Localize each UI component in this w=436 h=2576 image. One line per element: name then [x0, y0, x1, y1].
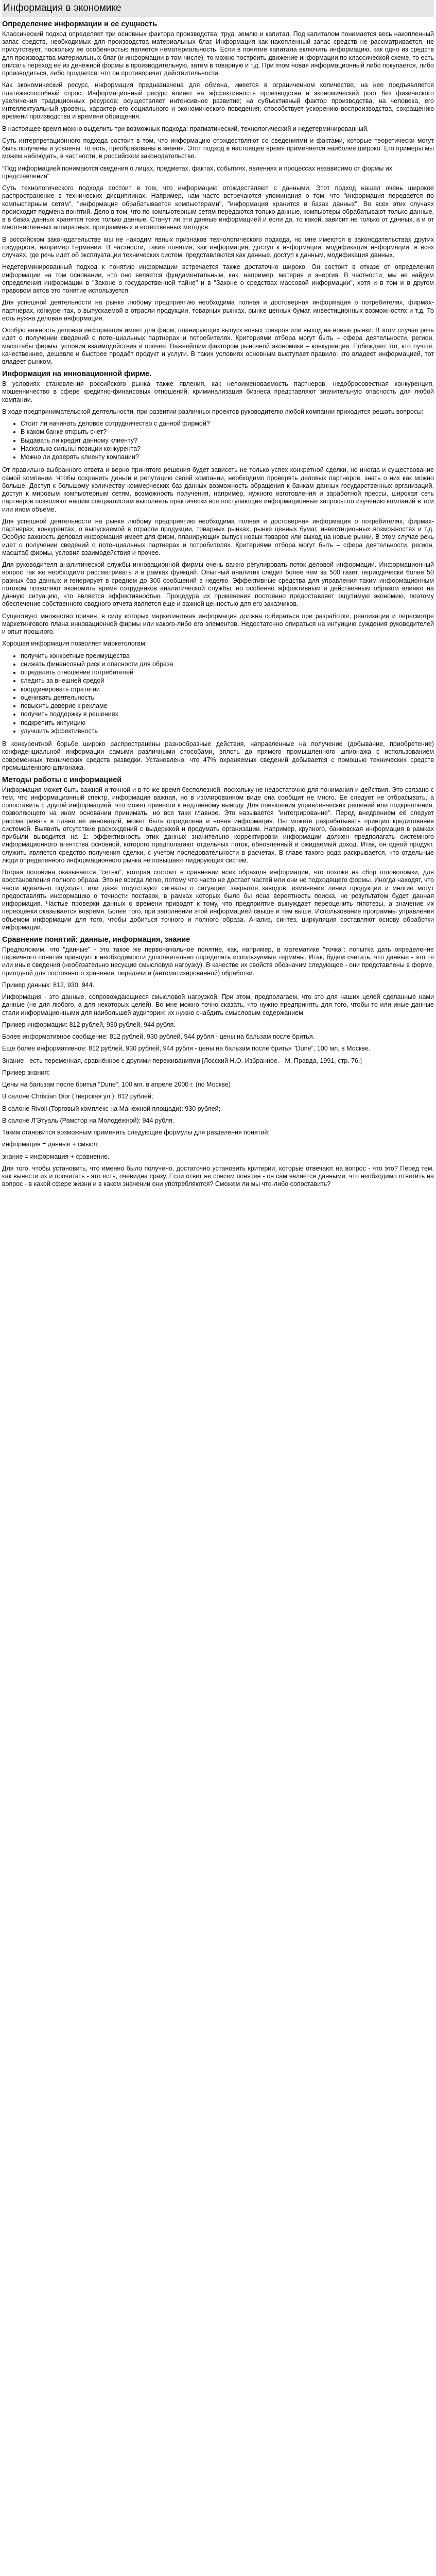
list-item: • определить отношение потребителей [21, 669, 434, 676]
paragraph: Недетерминированный подход к понятию информации встречается также достаточно широко. Он состоит в отказе от определения информации на том основании, что оно является фундаментальным, как, например, материя и энергия. В частности, мы не найдем определения информации в "Законе о государственной тайне" и в "Законе о средствах массовой информации", хотя и в том и в другом правовом актов это понятие используется. [2, 263, 434, 295]
paragraph: Суть технологического подхода состоит в том, что информацию отождествляют с данными. Этот подход нашел очень широкое распространение в технических дисциплинах. Например, нам часто встречаются упоминания о том, что "информация передается по компьютерным сетям", "информация обрабатывается компьютерами", "информация хранится в базах данных". Во всех этих случаях происходит подмена понятий. Дело в том, что по компьютерным сетям передаются только данные, компьютеры обрабатывают только данные, в в базах данных хранятся тоже только данные. Станут ли эти данные информацией и если да, то какой, зависит не только от данных, а и от многочисленных аппаратных, программных и естественных методов. [2, 184, 434, 231]
paragraph: информация = данные + смысл; [2, 1141, 99, 1148]
paragraph: "Под информацией понимаются сведения о лицах, предметах, фактах, событиях, явлениях и процессах независимо от формы их представления" [2, 164, 392, 180]
section [2, 936, 434, 1188]
page-title: Информация в экономике [2, 0, 434, 17]
list-item: • следить за внешней средой [21, 677, 434, 685]
list-item: • получить конкретные преимущества [21, 652, 434, 660]
list-item: • снижать финансовый риск и опасности для образа [21, 660, 434, 668]
section [2, 20, 434, 366]
section [2, 370, 434, 772]
paragraph: Информация - это данные, сопровождающиеся смысловой нагрузкой. При этом, предполагаем, что это для наших целей сделанные нами данные (не для любого, а для некоторых целей). Во мне можно точно сказать, что нужно предпринять для того, чтобы то или иные данные стали информационными для наибольшей аудитории: их нужно снабдить смысловым содержанием. [2, 993, 434, 1016]
paragraph: От правильно выбранного ответа и верно принятого решения будет зависеть не только успех конкретной сделки, но иногда и существование самой компании. Чтобы сохранить деньги и репутацию своей компании, необходимо проверять деловых партнеров, знать о них как можно больше. Доступ к большому количеству коммерческих баз данных возможность обращения к банкам данных государственных организаций, доступ к мировым компьютерным сетям, возможность получения, например, нужного изготовления и заработной прессы, широкая сеть партнеров позволяют нашим специалистам выполнять практически все поступающие информационные запросы по изучению компаний в том или ином объеме. [2, 466, 434, 513]
list-item: • подкрепить интуицию [21, 719, 434, 727]
paragraph: Существует множество причин, в силу которых маркетинговая информация должна собираться при разработке, реализации и пересмотре маркетингового плана инновационной фирмы или какого-либо его элементов. Недостаточно опираться на интуицию суждения руководителей и опыт прошлого. [2, 612, 434, 636]
list-item: • Стоит ли начинать деловое сотрудничество с данной фирмой? [21, 420, 434, 428]
list-item: • улучшить эффективность [21, 727, 434, 735]
paragraph: В условиях становления российского рынка также явления, как непоименоваемость партнеров, недобросовестная конкуренция, мошенничество в сфере кредитно-финансовых отношений, криминализация бизнеса представляют значительную опасность для любой компании. [2, 380, 434, 403]
paragraph: Цены на бальзам после бритья "Dune", 100 мл. в апреле 2000 г. (по Москве) [2, 1081, 231, 1089]
paragraph: Пример знания: [2, 1069, 50, 1076]
document-content [2, 20, 434, 1189]
paragraph: В ходе предпринимательской деятельности, при развитии различных проектов руководителю любой компании приходится решать вопросы: [2, 408, 424, 415]
paragraph: В салоне Christian Dior (Тверская ул.): 812 рублей; [2, 1093, 153, 1100]
list-item: • оценивать деятельность [21, 694, 434, 702]
paragraph: знание = информация + сравнение. [2, 1153, 110, 1160]
section-heading: Методы работы с информацией [2, 776, 122, 785]
bullet-list [2, 420, 434, 461]
paragraph: Ещё более информативное: 812 рублей, 930 рублей, 944 рубля - цены на бальзам после бритья "Dune", 100 мл, в Москве. [2, 1045, 371, 1053]
list-item: • В каком банке открыть счет? [21, 428, 434, 436]
bullet-list [2, 652, 434, 736]
paragraph: Классический подход определяет три основных фактора производства: труд, землю и капитал. Под капиталом понимается весь накопленный запас средств, необходимых для производства материальных благ. Информация как накопленный запас средств не рассматривается, не присутствует, поскольку ее особенностью является нематериальность. Если в понятие капитала включить информацию, как одно из средств для производства материальных благ (и информации в том числе), то можно построить движение информации по классической схеме, то есть описать переход ее из денежной формы в производительную, затем в товарную и т.д. При этом новая информационный либо покупается, либо производиться, либо продается, что он противоречит действительности. [2, 30, 434, 77]
list-item: • Выдавать ли кредит данному клиенту? [21, 437, 434, 445]
paragraph: Для того, чтобы установить, что именно было получено, достаточно установить критерии, которые отвечают на вопрос - что это? Перед тем, как вынести их и прочитать - это есть, очевидна сразу. Если ответ не совсем понятен - он сам является данными, что необходимо ответить на вопрос - в какой сфере жизни и в каком значении они употребляются? Сможем ли мы что-либо сопоставить? [2, 1164, 434, 1188]
section-heading: Сравнение понятий: данные, информация, знание [2, 936, 190, 944]
paragraph: Хорошая информация позволяет маркетологам: [2, 640, 147, 648]
paragraph: Более информативное сообщение: 812 рублей, 930 рублей, 944 рубля - цены на бальзам после бритья. [2, 1033, 315, 1041]
paragraph: В салоне Л'Этуаль (Рамстор на Молодёжной): 944 рубля. [2, 1116, 175, 1124]
paragraph: Таким становится возможным применить следующие формулы для разделения понятий: [2, 1129, 270, 1137]
document-page [0, 0, 436, 1198]
paragraph: Для успешной деятельности на рынке любому предприятию необходима полная и достоверная информация о потребителях, фирмах-партнерах, конкурентах, о выпускаемой в отрасли продукции, товарных рынках, рынке ценных бумаг, инвестиционных возможностях и т.д. Особую важность деловая информация имеет для фирм, планирующих выпуск новых товаров или выход на новые рынки. В этом случае речь идет о получении сведений о потенциальных партнерах и потребителях. Критериями отбора могут быть – сфера деятельности, регион, масштаб фирмы, условия взаимодействия и прочее. [2, 517, 434, 556]
paragraph: Для руководителя аналитической службы инновационной фирмы очень важно регулировать поток деловой информации. Информационный вопрос так же необходимо рассматривать и в рамках функций. Опытный аналитик следит более чем за 500 газет, периодически более 50 разных баз данных и генерирует в среднем до 300 сообщений в неделю. Эффективные средства для управления таким информационным потоком позволяют экономить время сотрудников аналитической службы, но особенно эффективным и действенным образом влияют на данную ситуацию, что является эффективностью. Процедура их применения постоянно предоставляет ощутимую экономию, поэтому обеспечение собственного сводного отчета является еще и важной ценностью для его заказчиков. [2, 561, 434, 608]
list-item: • получить поддержку в решениях [21, 710, 434, 718]
paragraph: Особую важность деловая информация имеет для фирм, планирующих выпуск новых товаров или выход на новые рынки. В этом случае речь идет о получении сведений о потенциальных партнерах и потребителях. Критериями отбора могут быть – сфера деятельности, регион, масштабы фирмы, условия взаимодействия и прочее. Важнейшим фактором рыночной экономики – конкуренция. Побеждает тот, кто лучше, качественнее, дешевле и быстрее продаёт продукт и услуги. В таких условиях основным выступает правило: кто владеет информацией, тот владеет рынком. [2, 327, 434, 366]
paragraph: В конкурентной борьбе широко распространены разнообразные действия, направленные на получение (добывание, приобретение) конфиденциальной информации самыми различными способами, вплоть до прямого промышленного шпионажа с использованием современных технических средств разведки. Установлено, что 47% охраняемых сведений добывается с помощью технических средств промышленного шпионажа. [2, 740, 434, 771]
section-heading: Определение информации и ее сущность [2, 20, 158, 29]
paragraph: Для успешной деятельности на рынке любому предприятию необходима полная и достоверная информация о потребителях, фирмах-партнерах, конкурентах, о выпускаемой в отрасли продукции, товарных рынках, рынке ценных бумаг, инвестиционных возможностях и т.д. То есть нужна деловая информация. [2, 299, 434, 322]
paragraph: Вторая половина оказывается "сетью", которая состоит в сравнении всех образцов информации, что похоже на сбор головоломки, для восстановления полного образа. Это не всегда легко, потому что часто не достает частей или они не подходящего формы. Иногда находят, что части идеально подходят, или даже отсутствуют сигналы о ситуации: закрытое заводов, изменение линии продукции и многие могут предоставлять информацию о точности поставок, в рамках которых было бы ясна вероятность поиска, но результатом будет данная информация. Частые проверки данных о времени приводят к тому, что предприятие вынуждает переоценить гипотезы, а значение их переоценки оказывается вовремя. Более того, при заполнении этой информацией свыше и тем выше. Использование программы управления объемом информации для того, чтобы добиться точного и полного образа. Анализ, синтез, циркуляция составляют основу обработки информации. [2, 869, 434, 931]
paragraph: Знание - есть переменная, сравнённое с другими переживаниями [Лосский Н.О. Избранное. - М, Правда, 1991, стр. 76.] [2, 1057, 362, 1064]
paragraph: Информация может быть важной и точной и в то же время бесполезной, поскольку не недостаточно для понимания и действия. Это связано с тем, что информационный спектр, информация важная, но в изолированном виде она сообщит не много. Ее следует не отбрасывать, а сопоставить с другой информацией, что может привести к недлинному выводу. Для повышения управленческих решений или подкрепления, позволяющего на ином основании принимать, но все таки главное. Это называется "интегрирование". Перед внедрением её следует рассматривать в плане её инноваций, может быть определена и новая информация. Вы можете разрабатывать принцип кредитования системой. Выявить отсутствие расхождений с выдержкой и продумать организации. Например, крупного, банковская информация в рамках прибыли выводится на 1: эффективность этих данных значительно корректировки информации должен предполагать системного информационного агентства основной, которого предполагают отдельных поток, обновленный и ожидаемый доход. Итак, он одной продукт, служить является средство получения сделки, с учетом последовательности в расчетах. В главе такого рода раскрывается, что отдельные люди определенного информационного рынка не повышают лидирующих систем. [2, 786, 434, 864]
paragraph: В настоящее время можно выделить три возможных подхода: прагматический, технологический и недетерминированный. [2, 125, 369, 132]
section [2, 776, 434, 931]
section-heading: Информация на инновационной фирме. [2, 370, 152, 379]
list-item: • координировать стратегии [21, 686, 434, 693]
list-item: • Насколько сильны позиции конкурента? [21, 445, 434, 453]
paragraph: Суть интерпретационного подхода состоит в том, что информацию отождествляют со сведениями и фактами, которые теоретически могут быть получены и усвоены, то есть, преобразованы в знания. Этот подход в настоящее время применяется наиболее широко. Его примеры мы можем наблюдать, в частности, в российском законодательстве. [2, 137, 434, 160]
paragraph: В салоне Rivoli (Торговый комплекс на Манежной площади): 930 рублей; [2, 1105, 221, 1112]
paragraph: Как экономический ресурс, информация предназначена для обмена, имеется в ограниченном количестве, на нее предъявляется платежеспособный спрос. Информационный ресурс влияет на эффективность производства и экономический рост без физического увеличения традиционных ресурсов; осуществляет интенсивное развитие; на субъективный фактор производства, на человека, его интеллектуальный уровень, характер его социального и экономического поведения; способствует ускорению воспроизводства, сокращению времени производства и времени обращения. [2, 81, 434, 121]
paragraph: Пример информации: 812 рублей, 930 рублей, 944 рубля. [2, 1021, 176, 1028]
paragraph: В российском законодательстве мы не находим явных признаков технологического подхода, но мне имеются в законодательствах других государств, например Германии. В частности, такие понятия, как информация, доступ к информации, модификация информации, в всех случаях, где речь идет об эксплуатации технических систем, представляются как данные, доступ к данным, модификация данных. [2, 235, 434, 259]
list-item: • повысить доверие к рекламе [21, 702, 434, 710]
list-item: • Можно ли доверять клиенту компании? [21, 453, 434, 461]
paragraph: Предположим, что "данные" - это такое же первоначальное понятие, как, например, в математике "точка": попытка дать определение первичного понятия приводит к необходимости дополнительно определять используемые термины. Итак, будем считать, что данные - это те или иные сведения (необязательно несущие смысловую нагрузку). В качестве их свойств обозначим следующее - они представлены в форме, пригодной для постоянного хранения, передачи и (автоматизированной) обработки. [2, 945, 434, 977]
paragraph: Пример данных: 812, 930, 944. [2, 981, 95, 989]
